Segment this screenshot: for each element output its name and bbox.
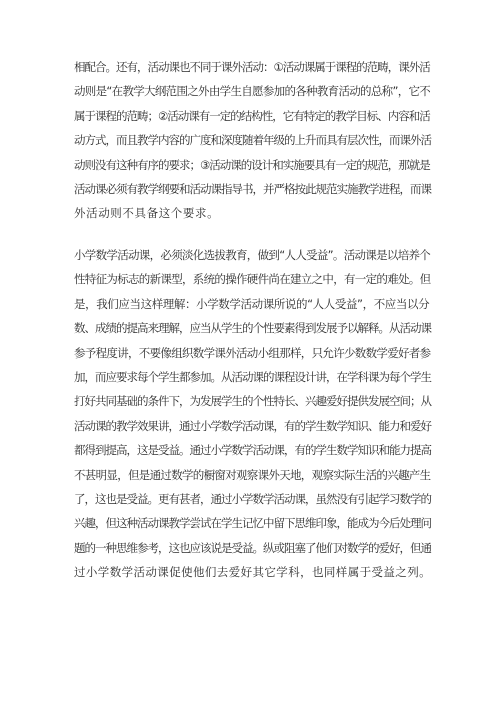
text-line: 性特征为标志的新课型，系统的操作硬件尚在建立之中，有一定的难处。但 xyxy=(74,272,431,287)
text-line: 是，我们应当这样理解：小学数学活动课所说的“人人受益”，不应当以分 xyxy=(74,296,430,311)
text-line: 活动课必须有教学纲要和活动课指导书，并严格按此规范实施教学进程，而课 xyxy=(74,181,431,196)
text-line: 了，这也是受益。更有甚者，通过小学数学活动课，虽然没有引起学习数学的 xyxy=(74,491,431,506)
text-line: 都得到提高，这是受益。通过小学数学活动课，有的学生数学知识和能力提高 xyxy=(74,443,431,458)
text-line: 过小学数学活动课促使他们去爱好其它学科，也同样属于受益之列。 xyxy=(74,565,431,580)
paragraph-everyone-benefits xyxy=(74,243,432,584)
text-line: 加，而应要求每个学生都参加。从活动课的课程设计讲，在学科课为每个学生 xyxy=(74,369,431,384)
text-line: 打好共同基础的条件下，为发展学生的个性特长、兴趣爱好提供发展空间；从 xyxy=(74,394,431,409)
text-line: 不甚明显，但是通过数学的橱窗对观察课外天地，观察实际生活的兴趣产生 xyxy=(74,467,431,482)
text-line: 相配合。还有，活动课也不同于课外活动：①活动课属于课程的范畴，课外活 xyxy=(74,60,430,74)
text-line: 兴趣，但这种活动课教学尝试在学生记忆中留下思维印象，能成为今后处理问 xyxy=(74,516,431,531)
text-line: 数、成绩的提高来理解，应当从学生的个性要素得到发展予以解释。从活动课 xyxy=(74,321,431,336)
text-line: 参予程度讲，不要像组织数学课外活动小组那样，只允许少数数学爱好者参 xyxy=(74,345,431,360)
text-line: 外活动则不具备这个要求。 xyxy=(74,206,220,221)
text-line: 属于课程的范畴；②活动课有一定的结构性，它有特定的教学目标、内容和活 xyxy=(74,108,430,123)
text-line: 动则是“在教学大纲范围之外由学生自愿参加的各种教育活动的总称”，它不 xyxy=(74,84,431,99)
text-line: 题的一种思维参考，这也应该说是受益。纵或阻塞了他们对数学的爱好，但通 xyxy=(74,540,431,555)
paragraph-activity-vs-extracurricular xyxy=(74,55,432,226)
text-line: 小学数学活动课，必须淡化选拔教育，做到“人人受益”。活动课是以培养个 xyxy=(74,248,431,262)
text-line: 动则没有这种有序的要求；③活动课的设计和实施要具有一定的规范，那就是 xyxy=(74,157,430,172)
text-line: 动方式，而且教学内容的广度和深度随着年级的上升而具有层次性，而课外活 xyxy=(74,133,431,148)
text-line: 活动课的教学效果讲，通过小学数学活动课，有的学生数学知识、能力和爱好 xyxy=(74,418,431,433)
